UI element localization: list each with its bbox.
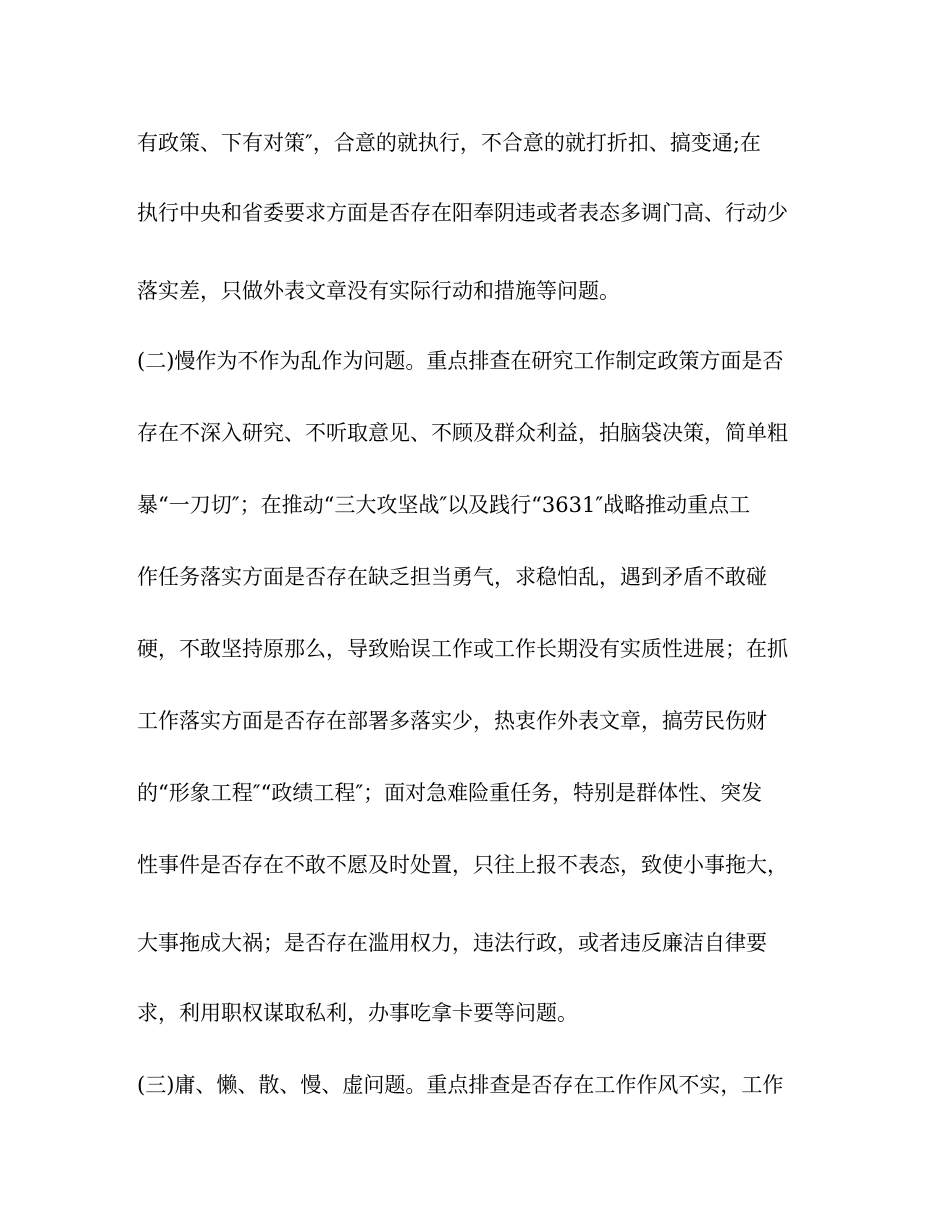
- text-line: 执行中央和省委要求方面是否存在阳奉阴违或者表态多调门高、行动少: [137, 201, 788, 225]
- text-line: 硬，不敢坚持原那么，导致贻误工作或工作长期没有实质性进展；在抓: [137, 637, 788, 661]
- text-line: 有政策、下有对策″，合意的就执行，不合意的就打折扣、搞变通;在: [137, 131, 761, 155]
- text-line: 的“形象工程″“政绩工程″；面对急难险重任务，特别是群体性、突发: [137, 781, 763, 805]
- text-line: 性事件是否存在不敢不愿及时处置，只往上报不表态，致使小事拖大，: [137, 853, 788, 877]
- text-line: 落实差，只做外表文章没有实际行动和措施等问题。: [137, 279, 620, 303]
- text-line: 暴“一刀切″；在推动“三大攻坚战″以及践行“3631″战略推动重点工: [137, 493, 751, 517]
- text-line: 工作落实方面是否存在部署多落实少，热衷作外表文章，搞劳民伤财: [137, 709, 767, 733]
- text-line: 存在不深入研究、不听取意见、不顾及群众利益，拍脑袋决策，简单粗: [137, 421, 788, 445]
- text-line: (三)庸、懒、散、慢、虚问题。重点排查是否存在工作作风不实，工作: [137, 1073, 784, 1097]
- text-line: 求，利用职权谋取私利，办事吃拿卡要等问题。: [137, 1001, 578, 1025]
- text-line: 作任务落实方面是否存在缺乏担当勇气，求稳怕乱，遇到矛盾不敢碰: [137, 565, 767, 589]
- text-line: 大事拖成大祸；是否存在滥用权力，违法行政，或者违反廉洁自律要: [137, 931, 767, 955]
- text-line: (二)慢作为不作为乱作为问题。重点排查在研究工作制定政策方面是否: [137, 349, 784, 373]
